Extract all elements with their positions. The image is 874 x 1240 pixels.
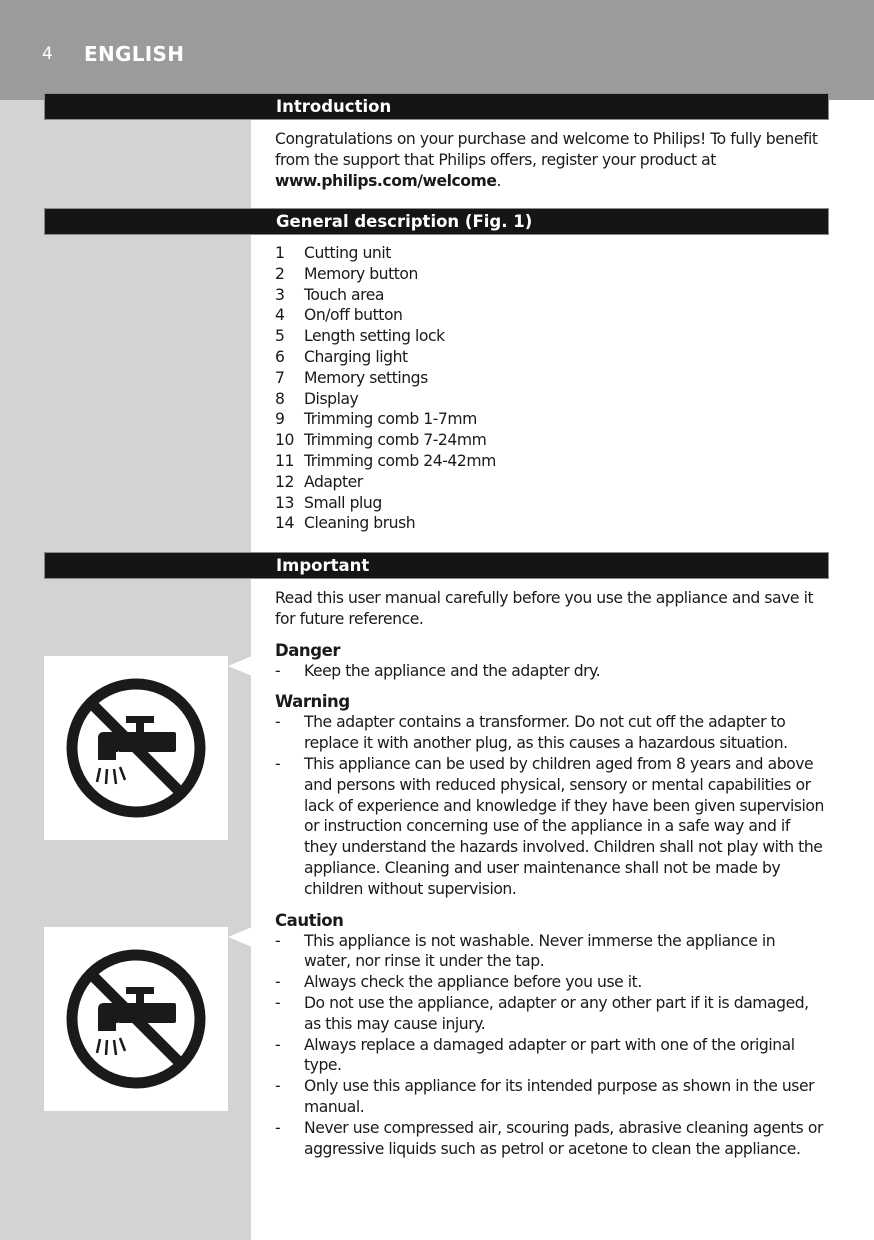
bullet-dash: -	[275, 1077, 281, 1096]
caution-icon-box	[44, 927, 228, 1111]
list-item-number: 3	[275, 285, 285, 304]
bullet-dash: -	[275, 993, 281, 1012]
list-item	[275, 285, 795, 306]
bullet-item	[275, 972, 825, 993]
list-item	[275, 389, 795, 410]
list-item-label: Trimming comb 7-24mm	[304, 431, 487, 450]
list-item	[275, 451, 795, 472]
list-item-number: 5	[275, 327, 285, 346]
list-item-number: 4	[275, 306, 285, 325]
bullet-dash: -	[275, 931, 281, 950]
section-bar-introduction	[44, 93, 829, 120]
introduction-text	[275, 129, 825, 191]
bullet-item	[275, 1118, 825, 1160]
callout-notch	[228, 927, 252, 947]
list-item	[275, 264, 795, 285]
list-item	[275, 368, 795, 389]
bullet-dash: -	[275, 713, 281, 732]
section-title: General description (Fig. 1)	[276, 212, 533, 231]
welcome-link[interactable]: www.philips.com/welcome	[275, 171, 497, 190]
list-item	[275, 347, 795, 368]
list-item	[275, 472, 795, 493]
warning-icon-box	[44, 656, 228, 840]
bullet-text: Only use this appliance for its intended purpose as shown in the user manual.	[304, 1077, 815, 1116]
list-item-number: 12	[275, 472, 294, 491]
bullet-item	[275, 712, 825, 754]
list-item-label: Trimming comb 1-7mm	[304, 410, 477, 429]
intro-text-2: .	[496, 171, 501, 190]
caution-heading: Caution	[275, 910, 344, 930]
list-item	[275, 493, 795, 514]
list-item-label: Cutting unit	[304, 244, 391, 262]
no-water-tap-icon	[62, 945, 210, 1093]
bullet-text: The adapter contains a transformer. Do not cut off the adapter to replace it with another plug, as this causes a hazardous situation.	[304, 713, 788, 753]
list-item	[275, 513, 795, 534]
bullet-text: Keep the appliance and the adapter dry.	[304, 661, 601, 680]
list-item-label: Display	[304, 389, 359, 408]
section-title: Introduction	[276, 97, 392, 116]
bullet-item	[275, 993, 825, 1035]
bullet-dash: -	[275, 661, 281, 680]
bullet-item	[275, 754, 825, 900]
bullet-text: Do not use the appliance, adapter or any other part if it is damaged, as this may cause injury.	[304, 993, 809, 1033]
bullet-item	[275, 1035, 825, 1077]
list-item-number: 9	[275, 410, 285, 429]
list-item	[275, 326, 795, 347]
list-item	[275, 430, 795, 451]
bullet-text: This appliance is not washable. Never immerse the appliance in water, nor rinse it under the tap.	[304, 931, 776, 971]
list-item-number: 2	[275, 264, 285, 283]
list-item	[275, 243, 795, 264]
list-item-number: 14	[275, 514, 294, 533]
bullet-dash: -	[275, 754, 281, 773]
bullet-text: Always check the appliance before you use it.	[304, 973, 642, 992]
danger-heading: Danger	[275, 640, 341, 660]
list-item-number: 11	[275, 451, 294, 470]
bullet-dash: -	[275, 1035, 281, 1054]
bullet-dash: -	[275, 973, 281, 992]
list-item-label: Cleaning brush	[304, 514, 416, 533]
language-title: ENGLISH	[84, 42, 185, 66]
list-item-number: 6	[275, 347, 285, 366]
list-item-number: 1	[275, 244, 285, 262]
section-bar-important	[44, 552, 829, 579]
callout-notch	[228, 656, 252, 676]
list-item	[275, 409, 795, 430]
important-content	[275, 588, 825, 1159]
list-item-label: Touch area	[304, 285, 384, 304]
list-item-label: Memory button	[304, 264, 418, 283]
list-item-label: Memory settings	[304, 368, 428, 387]
list-item-label: On/off button	[304, 306, 403, 325]
page-number: 4	[42, 44, 53, 64]
bullet-dash: -	[275, 1118, 281, 1137]
intro-text-1: Congratulations on your purchase and welcome to Philips! To fully benefit from the support that Philips offers, register your product at	[275, 130, 818, 169]
list-item-label: Length setting lock	[304, 327, 445, 346]
parts-list	[275, 243, 795, 534]
bullet-text: This appliance can be used by children aged from 8 years and above and persons with reduced physical, sensory or mental capabilities or lack of experience and knowledge if they have been given supervision or instruction concerning use of the appliance in a safe way and if they understand the hazards involved. Children shall not play with the appliance. Cleaning and user maintenance shall not be made by children without supervision.	[304, 754, 824, 898]
list-item-number: 8	[275, 389, 285, 408]
list-item	[275, 305, 795, 326]
warning-heading: Warning	[275, 692, 350, 712]
bullet-item	[275, 1076, 825, 1118]
section-bar-general-description	[44, 208, 829, 235]
caution-list	[275, 931, 825, 1160]
bullet-text: Never use compressed air, scouring pads, abrasive cleaning agents or aggressive liquids such as petrol or acetone to clean the appliance.	[304, 1118, 823, 1158]
list-item-label: Trimming comb 24-42mm	[304, 451, 496, 470]
list-item-label: Adapter	[304, 472, 363, 491]
page-header	[0, 0, 874, 100]
no-water-tap-icon	[62, 674, 210, 822]
list-item-label: Charging light	[304, 347, 408, 366]
section-title: Important	[276, 556, 370, 575]
list-item-number: 7	[275, 368, 285, 387]
list-item-number: 10	[275, 431, 294, 450]
warning-list	[275, 712, 825, 899]
bullet-item	[275, 661, 825, 682]
danger-list	[275, 661, 825, 682]
bullet-text: Always replace a damaged adapter or part with one of the original type.	[304, 1035, 795, 1075]
important-intro: Read this user manual carefully before you use the appliance and save it for future reference.	[275, 589, 814, 628]
list-item-label: Small plug	[304, 493, 382, 512]
list-item-number: 13	[275, 493, 294, 512]
bullet-item	[275, 931, 825, 973]
